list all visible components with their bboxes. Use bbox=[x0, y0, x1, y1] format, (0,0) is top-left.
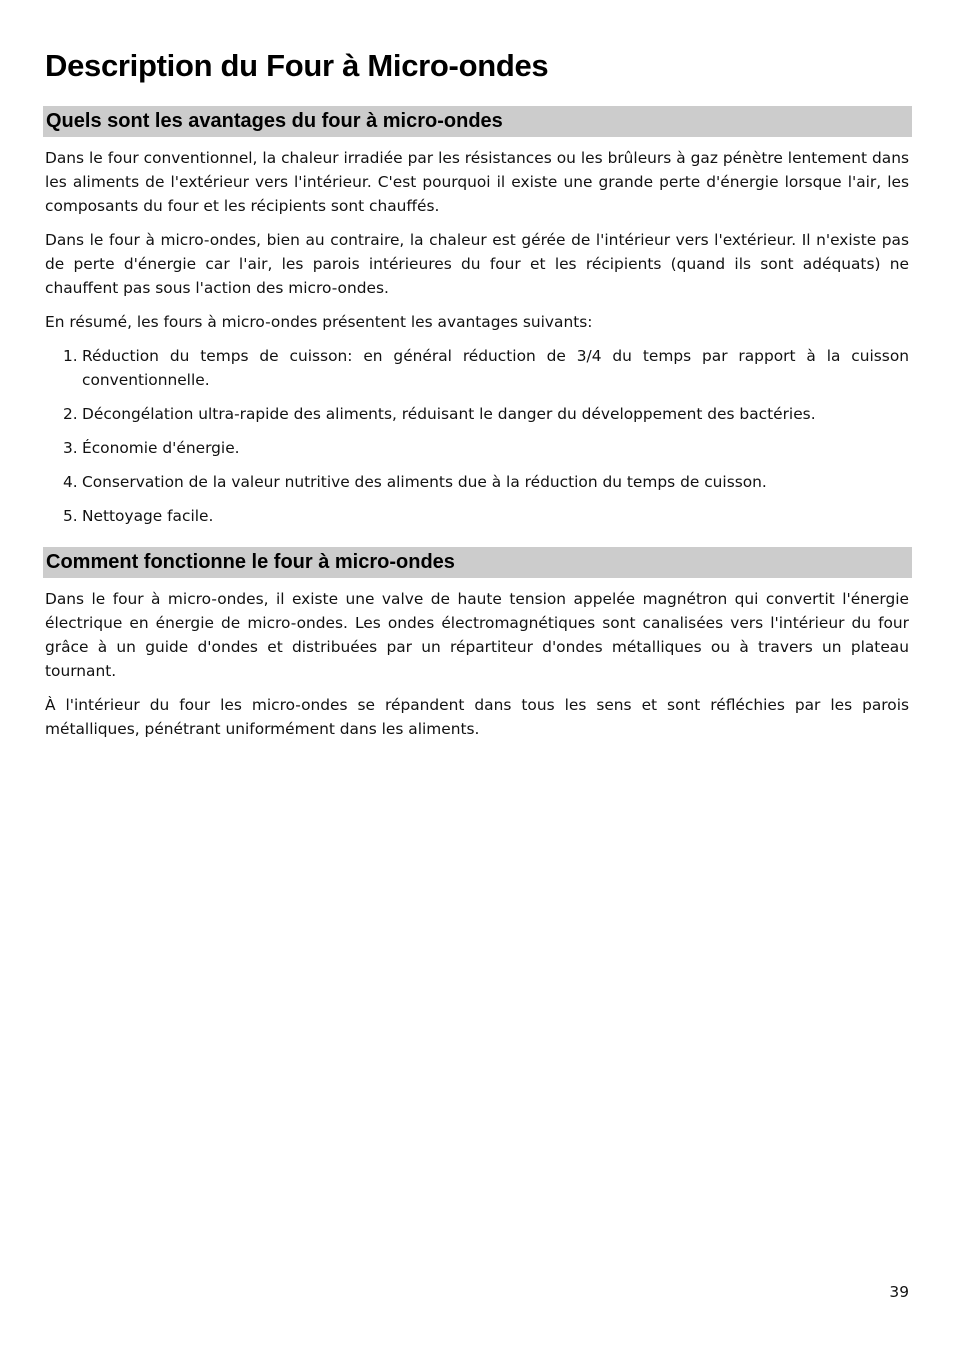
list-item-number: 3. bbox=[63, 439, 78, 457]
paragraph-summary-intro: En résumé, les fours à micro-ondes présentent les avantages suivants: bbox=[45, 313, 593, 331]
paragraph-magnetron: Dans le four à micro-ondes, il existe une valve de haute tension appelée magnétron qui convertit l'énergie électrique en énergie de micro-ondes. Les ondes électromagnétiques sont canalisées vers l'intérieur du four grâce à un guide d'ondes et distribuées par un répartiteur d'ondes métalliques ou à travers un plateau tournant. bbox=[45, 590, 909, 680]
paragraph-microwave-heating: Dans le four à micro-ondes, bien au contraire, la chaleur est gérée de l'intérieur vers l'extérieur. Il n'existe pas de perte d'énergie car l'air, les parois intérieures du four et les récipients (quand ils sont adéquats) ne chauffent pas sous l'action des micro-ondes. bbox=[45, 231, 909, 297]
list-item-text: Nettoyage facile. bbox=[82, 507, 214, 525]
list-item-text: Économie d'énergie. bbox=[82, 439, 240, 457]
list-item-number: 5. bbox=[63, 507, 78, 525]
list-item bbox=[45, 470, 909, 494]
list-item-text: Réduction du temps de cuisson: en général réduction de 3/4 du temps par rapport à la cuisson conventionnelle. bbox=[82, 347, 909, 389]
list-item bbox=[45, 504, 909, 528]
list-item bbox=[45, 402, 909, 426]
list-item-text: Décongélation ultra-rapide des aliments, réduisant le danger du développement des bactéries. bbox=[82, 405, 816, 423]
list-item-number: 1. bbox=[63, 347, 78, 365]
section-heading-how-it-works: Comment fonctionne le four à micro-ondes bbox=[43, 547, 912, 578]
page-number: 39 bbox=[889, 1283, 909, 1301]
paragraph-conventional-oven: Dans le four conventionnel, la chaleur irradiée par les résistances ou les brûleurs à gaz pénètre lentement dans les aliments de l'extérieur vers l'intérieur. C'est pourquoi il existe une grande perte d'énergie lorsque l'air, les composants du four et les récipients sont chauffés. bbox=[45, 149, 909, 215]
advantages-list bbox=[45, 344, 909, 538]
list-item-text: Conservation de la valeur nutritive des aliments due à la réduction du temps de cuisson. bbox=[82, 473, 767, 491]
paragraph-reflection: À l'intérieur du four les micro-ondes se répandent dans tous les sens et sont réfléchies par les parois métalliques, pénétrant uniformément dans les aliments. bbox=[45, 696, 909, 738]
list-item-number: 4. bbox=[63, 473, 78, 491]
page-title: Description du Four à Micro-ondes bbox=[45, 48, 549, 83]
list-item bbox=[45, 344, 909, 392]
section-heading-advantages: Quels sont les avantages du four à micro-ondes bbox=[43, 106, 912, 137]
list-item-number: 2. bbox=[63, 405, 78, 423]
list-item bbox=[45, 436, 909, 460]
